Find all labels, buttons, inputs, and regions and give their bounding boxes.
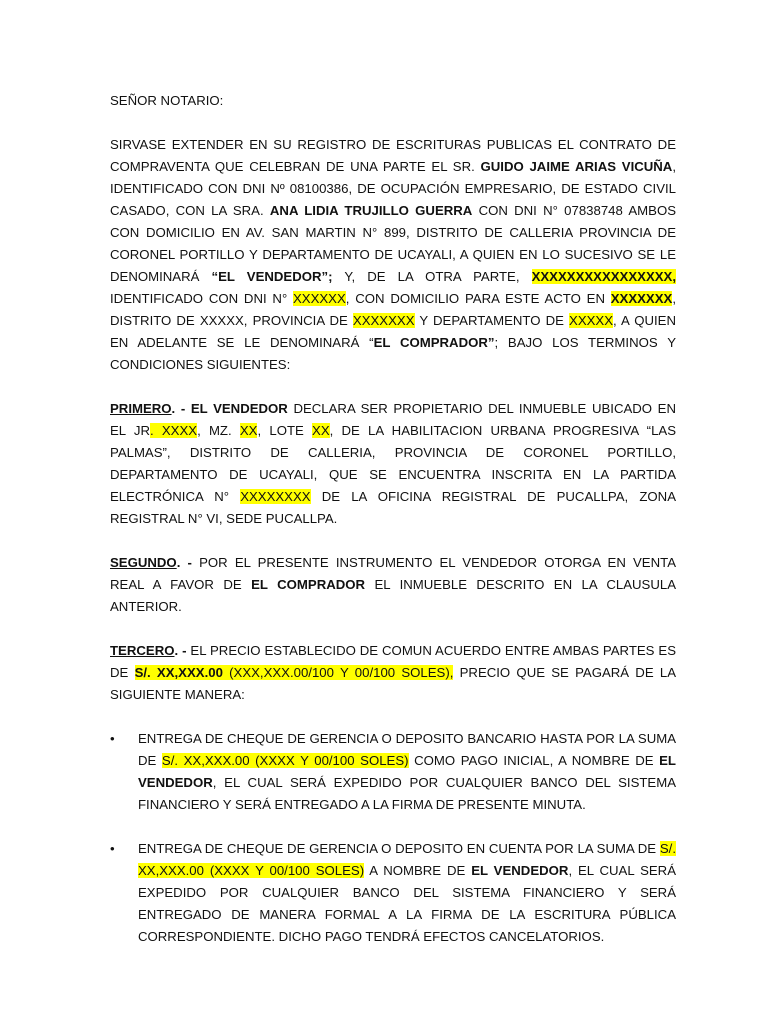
segundo-text-1: POR EL PRESENTE INSTRUMENTO EL VENDEDOR OTORGA EN VENTA REAL A FAVOR DE [110,555,676,592]
buyer-dni-placeholder: XXXXXX [293,291,346,306]
list-item [110,838,676,948]
paragraph-gap [110,112,676,134]
clause-separator: . - [174,643,191,658]
partida-placeholder: XXXXXXXX [240,489,311,504]
primero-text-2: , MZ. [197,423,240,438]
buyer-department-placeholder: XXXXX [569,313,614,328]
tercero-text-2: PRECIO QUE SE PAGARÁ DE LA SIGUIENTE MANERA: [110,665,676,702]
list-item [110,728,676,816]
seller-party-label: EL VENDEDOR [138,753,676,790]
primero-text-3: , LOTE [257,423,313,438]
clause-tercero [110,640,676,706]
primero-text-1: DECLARA SER PROPIETARIO DEL INMUEBLE UBICADO EN EL JR [110,401,676,438]
segundo-text-2: EL INMUEBLE DESCRITO EN LA CLAUSULA ANTERIOR. [110,577,676,614]
clause-heading-primero: PRIMERO [110,401,172,416]
paragraph-gap [110,618,676,640]
intro-text-1: SIRVASE EXTENDER EN SU REGISTRO DE ESCRITURAS PUBLICAS EL CONTRATO DE COMPRAVENTA QUE CELEBRAN DE UNA PARTE EL SR. [110,137,676,174]
clause-heading-segundo: SEGUNDO [110,555,177,570]
intro-text-4: Y, DE LA OTRA PARTE, [332,269,532,284]
payment-amount: S/. XX,XXX.00 (XXXX Y 00/100 SOLES) [138,841,676,878]
intro-text-7: , DISTRITO DE XXXXX, PROVINCIA DE [110,291,676,328]
list-gap [110,816,676,838]
clause-heading-tercero: TERCERO [110,643,175,658]
primero-text-4: , DE LA HABILITACION URBANA PROGRESIVA “LAS PALMAS”, DISTRITO DE CALLERIA, PROVINCIA DE CORONEL PORTILLO, DEPARTAMENTO DE UCAYALI, QUE SE ENCUENTRA INSCRITA EN LA PARTIDA ELECTRÓNICA N° [110,423,677,504]
street-placeholder: . XXXX [149,423,198,438]
primero-text-5: DE LA OFICINA REGISTRAL DE PUCALLPA, ZONA REGISTRAL N° VI, SEDE PUCALLPA. [110,489,676,526]
bullet-text-3: , EL CUAL SERÁ EXPEDIDO POR CUALQUIER BANCO DEL SISTEMA FINANCIERO Y SERÁ ENTREGADO DE MANERA FORMAL A LA FIRMA DE LA ESCRITURA PÚBLICA CORRESPONDIENTE. DICHO PAGO TENDRÁ EFECTOS CANCELATORIOS. [138,863,676,944]
intro-text-9: , A QUIEN EN ADELANTE SE LE DENOMINARÁ “ [110,313,676,350]
intro-text-5: IDENTIFICADO CON DNI N° [110,291,293,306]
clause-segundo [110,552,676,618]
document-page [110,90,676,948]
bullet-text-2: COMO PAGO INICIAL, A NOMBRE DE [408,753,660,768]
paragraph-gap [110,706,676,728]
bullet-icon: • [110,841,115,856]
buyer-address-placeholder: XXXXXXX [610,291,673,306]
salutation: SEÑOR NOTARIO: [110,93,224,108]
seller-party-label: EL VENDEDOR [471,863,569,878]
spouse-name: ANA LIDIA TRUJILLO GUERRA [269,203,473,218]
price-in-words: (XXX,XXX.00/100 Y 00/100 SOLES), [222,665,454,680]
intro-paragraph [110,134,676,376]
bullet-text-1: ENTREGA DE CHEQUE DE GERENCIA O DEPOSITO EN CUENTA POR LA SUMA DE [138,841,660,856]
tercero-text-1: EL PRECIO ESTABLECIDO DE COMUN ACUERDO ENTRE AMBAS PARTES ES DE [110,643,677,680]
intro-text-6: , CON DOMICILIO PARA ESTE ACTO EN [345,291,611,306]
intro-text-8: Y DEPARTAMENTO DE [414,313,570,328]
paragraph-gap [110,376,676,398]
price-amount: S/. XX,XXX.00 [134,665,223,680]
buyer-party-label: EL COMPRADOR [251,577,366,592]
buyer-province-placeholder: XXXXXXX [352,313,415,328]
payment-amount: S/. XX,XXX.00 (XXXX Y 00/100 SOLES) [161,753,409,768]
seller-name: GUIDO JAIME ARIAS VICUÑA [480,159,673,174]
clause-separator: . - [176,555,200,570]
seller-role: “EL VENDEDOR”; [211,269,333,284]
paragraph-gap [110,530,676,552]
bullet-text-3: , EL CUAL SERÁ EXPEDIDO POR CUALQUIER BANCO DEL SISTEMA FINANCIERO Y SERÁ ENTREGADO A LA FIRMA DE PRESENTE MINUTA. [138,775,676,812]
buyer-name-placeholder: XXXXXXXXXXXXXXXX, [531,269,676,284]
intro-text-10: ; BAJO LOS TERMINOS Y CONDICIONES SIGUIENTES: [110,335,676,372]
bullet-icon: • [110,731,115,746]
mz-placeholder: XX [239,423,258,438]
bullet-text-1: ENTREGA DE CHEQUE DE GERENCIA O DEPOSITO BANCARIO HASTA POR LA SUMA DE [138,731,676,768]
clause-primero [110,398,676,530]
intro-text-2: , IDENTIFICADO CON DNI Nº 08100386, DE OCUPACIÓN EMPRESARIO, DE ESTADO CIVIL CASADO, CON LA SRA. [110,159,676,218]
clause-separator: . - [171,401,191,416]
seller-party-label: EL VENDEDOR [190,401,288,416]
lote-placeholder: XX [312,423,330,438]
buyer-role: EL COMPRADOR” [373,335,495,350]
bullet-text-2: A NOMBRE DE [364,863,472,878]
intro-text-3: CON DNI N° 07838748 AMBOS CON DOMICILIO EN AV. SAN MARTIN N° 899, DISTRITO DE CALLERIA PROVINCIA DE CORONEL PORTILLO Y DEPARTAMENTO DE UCAYALI, A QUIEN EN LO SUCESIVO SE LE DENOMINARÁ [110,203,676,284]
payment-list [110,728,676,948]
